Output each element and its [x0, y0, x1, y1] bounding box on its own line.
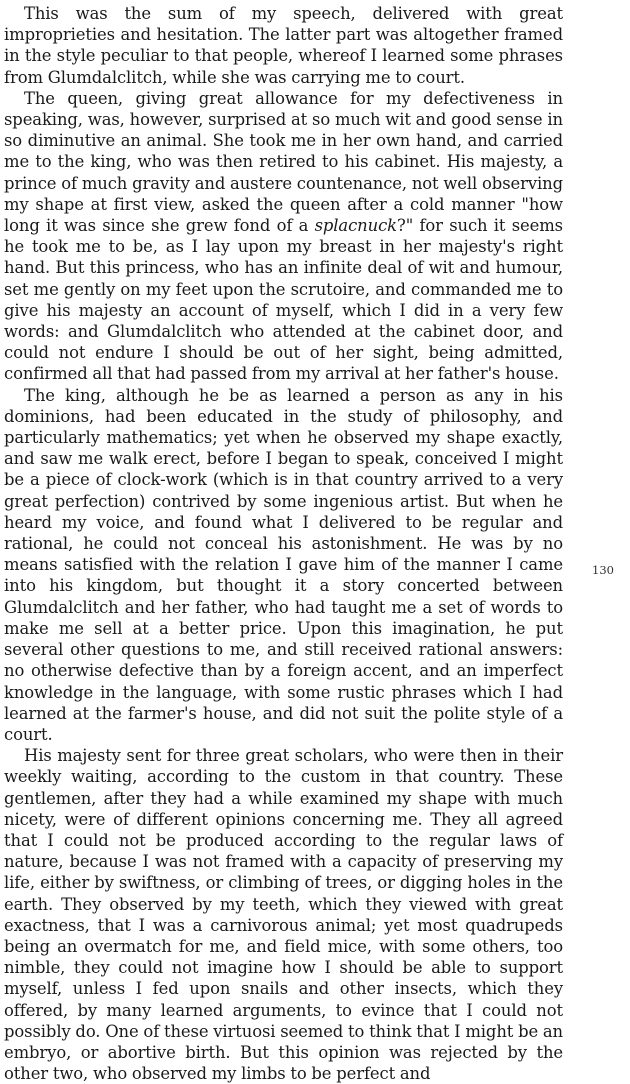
paragraph-speech-summary: This was the sum of my speech, delivered with great improprieties and hesitation. The latter part was altogether framed in the style peculiar to that people, whereof I learned some phrases from Glumdalclitch, while she was carrying me to court.: [4, 4, 563, 87]
page-text: [4, 3, 563, 1084]
paragraph-scholars: His majesty sent for three great scholars, who were then in their weekly waiting, according to the custom in that country. These gentlemen, after they had a while examined my shape with much nicety, were of different opinions concerning me. They all agreed that I could not be produced according to the regular laws of nature, because I was not framed with a capacity of preserving my life, either by swiftness, or climbing of trees, or digging holes in the earth. They observed by my teeth, which they viewed with great exactness, that I was a carnivorous animal; yet most quadrupeds being an overmatch for me, and field mice, with some others, too nimble, they could not imagine how I should be able to support myself, unless I fed upon snails and other insects, which they offered, by many learned arguments, to evince that I could not possibly do. One of these virtuosi seemed to think that I might be an embryo, or abortive birth. But this opinion was rejected by the other two, who observed my limbs to be perfect and: [4, 746, 564, 1084]
page-number: 130: [592, 563, 614, 577]
italic-term: splacnuck: [314, 216, 397, 236]
paragraph-king: The king, although he be as learned a person as any in his dominions, had been educated in the study of philosophy, and particularly mathematics; yet when he observed my shape exactly, and saw me walk erect, before I began to speak, conceived I might be a piece of clock-work (which is in that country arrived to a very great perfection) contrived by some ingenious artist. But when he heard my voice, and found what I delivered to be regular and rational, he could not conceal his astonishment. He was by no means satisfied with the relation I gave him of the manner I came into his kingdom, but thought it a story concerted between Glumdalclitch and her father, who had taught me a set of words to make me sell at a better price. Upon this imagination, he put several other questions to me, and still received rational answers: no otherwise defective than by a foreign accent, and an imperfect knowledge in the language, with some rustic phrases which I had learned at the farmer's house, and did not suit the polite style of a court.: [4, 385, 563, 744]
paragraph-queen: The queen, giving great allowance for my defectiveness in speaking, was, however, surprised at so much wit and good sense in so diminutive an animal. She took me in her own hand, and carried me to the king, who was then retired to his cabinet. His majesty, a prince of much gravity and austere countenance, not well observing my shape at first view, asked the queen after a cold manner "how long it was since she grew fond of a splacnuck?" for such it seems he took me to be, as I lay upon my breast in her majesty's right hand. But this princess, who has an infinite deal of wit and humour, set me gently on my feet upon the scrutoire, and commanded me to give his majesty an account of myself, which I did in a very few words: and Glumdalclitch who attended at the cabinet door, and could not endure I should be out of her sight, being admitted, confirmed all that had passed from my arrival at her father's house.: [4, 88, 563, 384]
